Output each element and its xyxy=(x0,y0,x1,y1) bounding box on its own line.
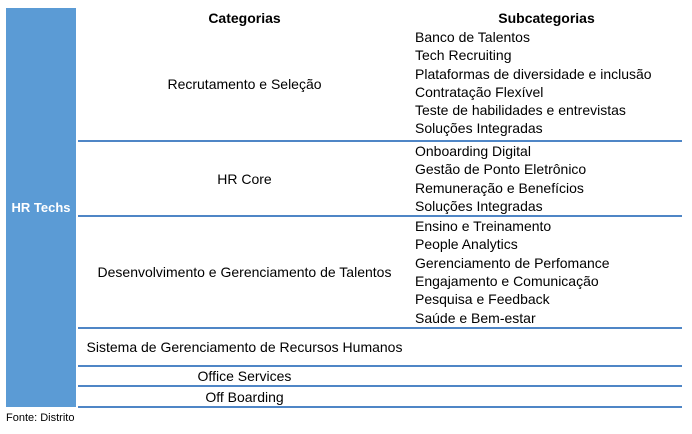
list-item: Teste de habilidades e entrevistas xyxy=(415,102,626,119)
table-row xyxy=(6,328,682,366)
list-item: Banco de Talentos xyxy=(415,29,530,45)
subcategory-cell xyxy=(411,328,682,366)
list-item: People Analytics xyxy=(415,236,518,253)
subcategory-cell xyxy=(411,28,682,141)
list-item: Tech Recruiting xyxy=(415,47,512,64)
table-row xyxy=(6,216,682,328)
list-item: Remuneração e Benefícios xyxy=(415,179,584,196)
subcategory-cell xyxy=(411,366,682,386)
side-label: HR Techs xyxy=(11,200,71,216)
list-item: Saúde e Bem-estar xyxy=(415,309,536,326)
list-item: Gerenciamento de Perfomance xyxy=(415,254,610,271)
table-row xyxy=(6,386,682,407)
subcategory-cell xyxy=(411,141,682,216)
list-item: Ensino e Treinamento xyxy=(415,218,552,235)
list-item: Gestão de Ponto Eletrônico xyxy=(415,161,587,178)
list-item: Plataformas de diversidade e inclusão xyxy=(415,65,652,82)
subcategory-cell xyxy=(411,386,682,407)
table-row xyxy=(6,28,682,141)
category-cell: Office Services xyxy=(78,366,411,386)
list-item: Soluções Integradas xyxy=(415,120,543,137)
list-item: Contratação Flexível xyxy=(415,83,544,100)
list-item: Soluções Integradas xyxy=(415,197,543,214)
list-item: Engajamento e Comunicação xyxy=(415,273,599,290)
header-categories: Categorias xyxy=(208,10,281,26)
category-cell: HR Core xyxy=(78,141,411,216)
table-row xyxy=(6,366,682,386)
category-cell: Off Boarding xyxy=(78,386,411,407)
list-item: Pesquisa e Feedback xyxy=(415,291,550,308)
header-subcategories: Subcategorias xyxy=(498,10,595,26)
category-cell: Recrutamento e Seleção xyxy=(78,28,411,141)
hr-techs-table xyxy=(6,8,682,408)
category-cell: Desenvolvimento e Gerenciamento de Talentos xyxy=(78,216,411,328)
category-cell: Sistema de Gerenciamento de Recursos Humanos xyxy=(78,328,411,366)
table-row xyxy=(6,141,682,216)
source-note: Fonte: Distrito xyxy=(6,412,75,424)
header-row xyxy=(6,8,682,28)
list-item: Onboarding Digital xyxy=(415,143,531,159)
side-label-cell xyxy=(6,8,76,407)
subcategory-cell xyxy=(411,216,682,328)
